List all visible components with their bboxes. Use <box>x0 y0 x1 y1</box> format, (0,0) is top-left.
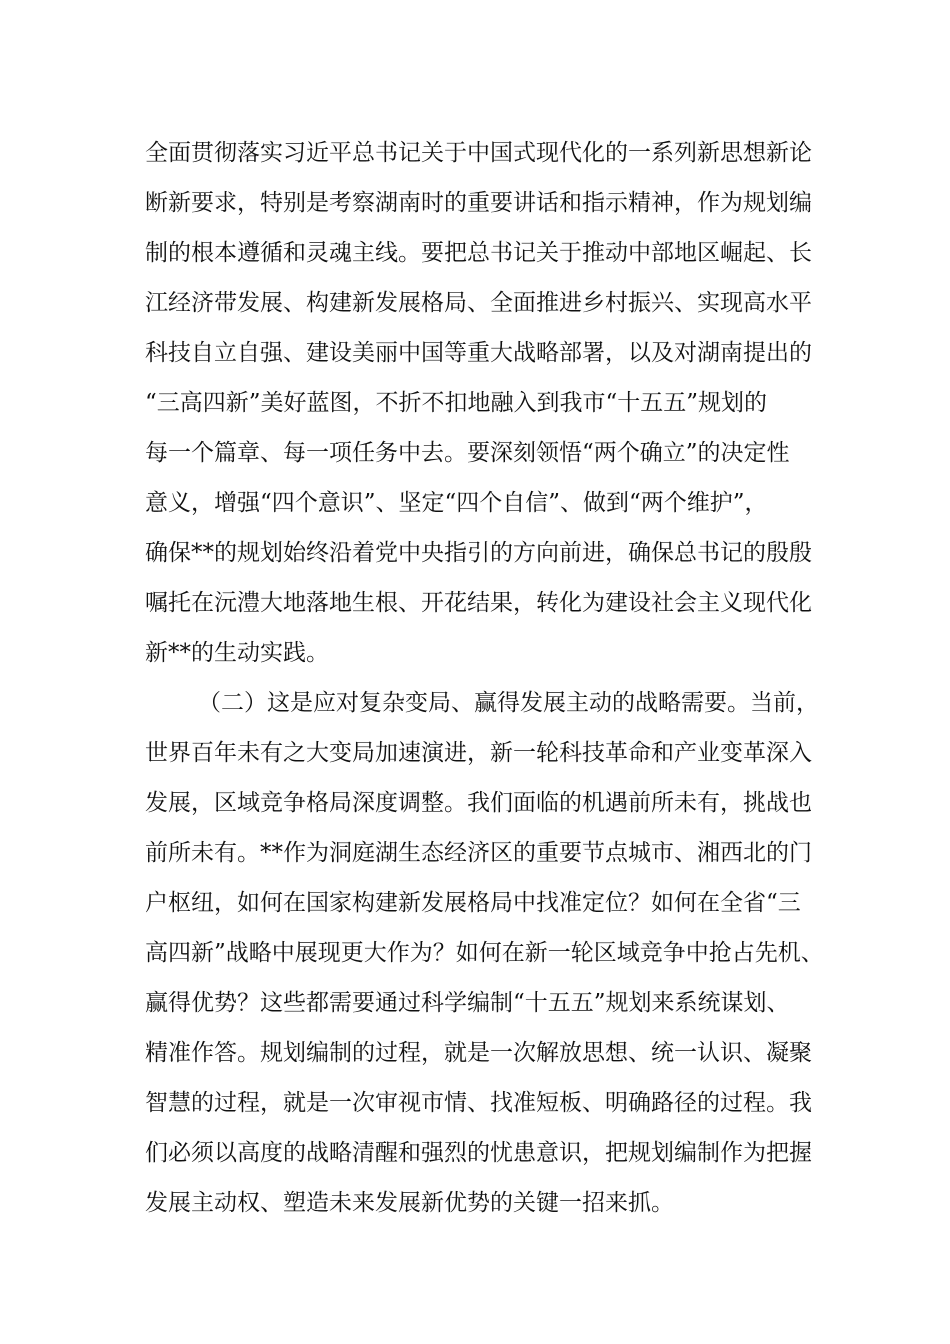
paragraph-2-line-11: 发展主动权、塑造未来发展新优势的关键一招来抓。 <box>145 1190 674 1216</box>
paragraph-2-line-6: 高四新”战略中展现更大作为？如何在新一轮区域竞争中抢占先机、 <box>145 940 824 966</box>
paragraph-1-line-7: 每一个篇章、每一项任务中去。要深刻领悟“两个确立”的决定性 <box>145 440 790 466</box>
paragraph-2-line-4: 前所未有。**作为洞庭湖生态经济区的重要节点城市、湘西北的门 <box>145 840 812 866</box>
paragraph-1-line-3: 制的根本遵循和灵魂主线。要把总书记关于推动中部地区崛起、长 <box>145 240 812 266</box>
paragraph-1-line-11: 新**的生动实践。 <box>145 640 329 666</box>
paragraph-1-line-4: 江经济带发展、构建新发展格局、全面推进乡村振兴、实现高水平 <box>145 290 812 316</box>
paragraph-1-line-8: 意义，增强“四个意识”、坚定“四个自信”、做到“两个维护”， <box>145 490 768 516</box>
paragraph-1-line-1: 全面贯彻落实习近平总书记关于中国式现代化的一系列新思想新论 <box>145 140 812 166</box>
paragraph-1-line-2: 断新要求，特别是考察湖南时的重要讲话和指示精神，作为规划编 <box>145 190 812 216</box>
paragraph-2-line-10: 们必须以高度的战略清醒和强烈的忧患意识，把规划编制作为把握 <box>145 1140 812 1166</box>
paragraph-1-line-10: 嘱托在沅澧大地落地生根、开花结果，转化为建设社会主义现代化 <box>145 590 812 616</box>
paragraph-2-line-1: （二）这是应对复杂变局、赢得发展主动的战略需要。当前， <box>198 690 819 716</box>
paragraph-2-line-8: 精准作答。规划编制的过程，就是一次解放思想、统一认识、凝聚 <box>145 1040 812 1066</box>
paragraph-2-line-9: 智慧的过程，就是一次审视市情、找准短板、明确路径的过程。我 <box>145 1090 812 1116</box>
paragraph-2-line-7: 赢得优势？这些都需要通过科学编制“十五五”规划来系统谋划、 <box>145 990 790 1016</box>
paragraph-1-line-5: 科技自立自强、建设美丽中国等重大战略部署，以及对湖南提出的 <box>145 340 812 366</box>
paragraph-2-line-2: 世界百年未有之大变局加速演进，新一轮科技革命和产业变革深入 <box>145 740 812 766</box>
paragraph-2-line-5: 户枢纽，如何在国家构建新发展格局中找准定位？如何在全省“三 <box>145 890 801 916</box>
paragraph-1-line-6: “三高四新”美好蓝图，不折不扣地融入到我市“十五五”规划的 <box>145 390 768 416</box>
paragraph-1-line-9: 确保**的规划始终沿着党中央指引的方向前进，确保总书记的殷殷 <box>145 540 812 566</box>
paragraph-2-line-3: 发展，区域竞争格局深度调整。我们面临的机遇前所未有，挑战也 <box>145 790 812 816</box>
